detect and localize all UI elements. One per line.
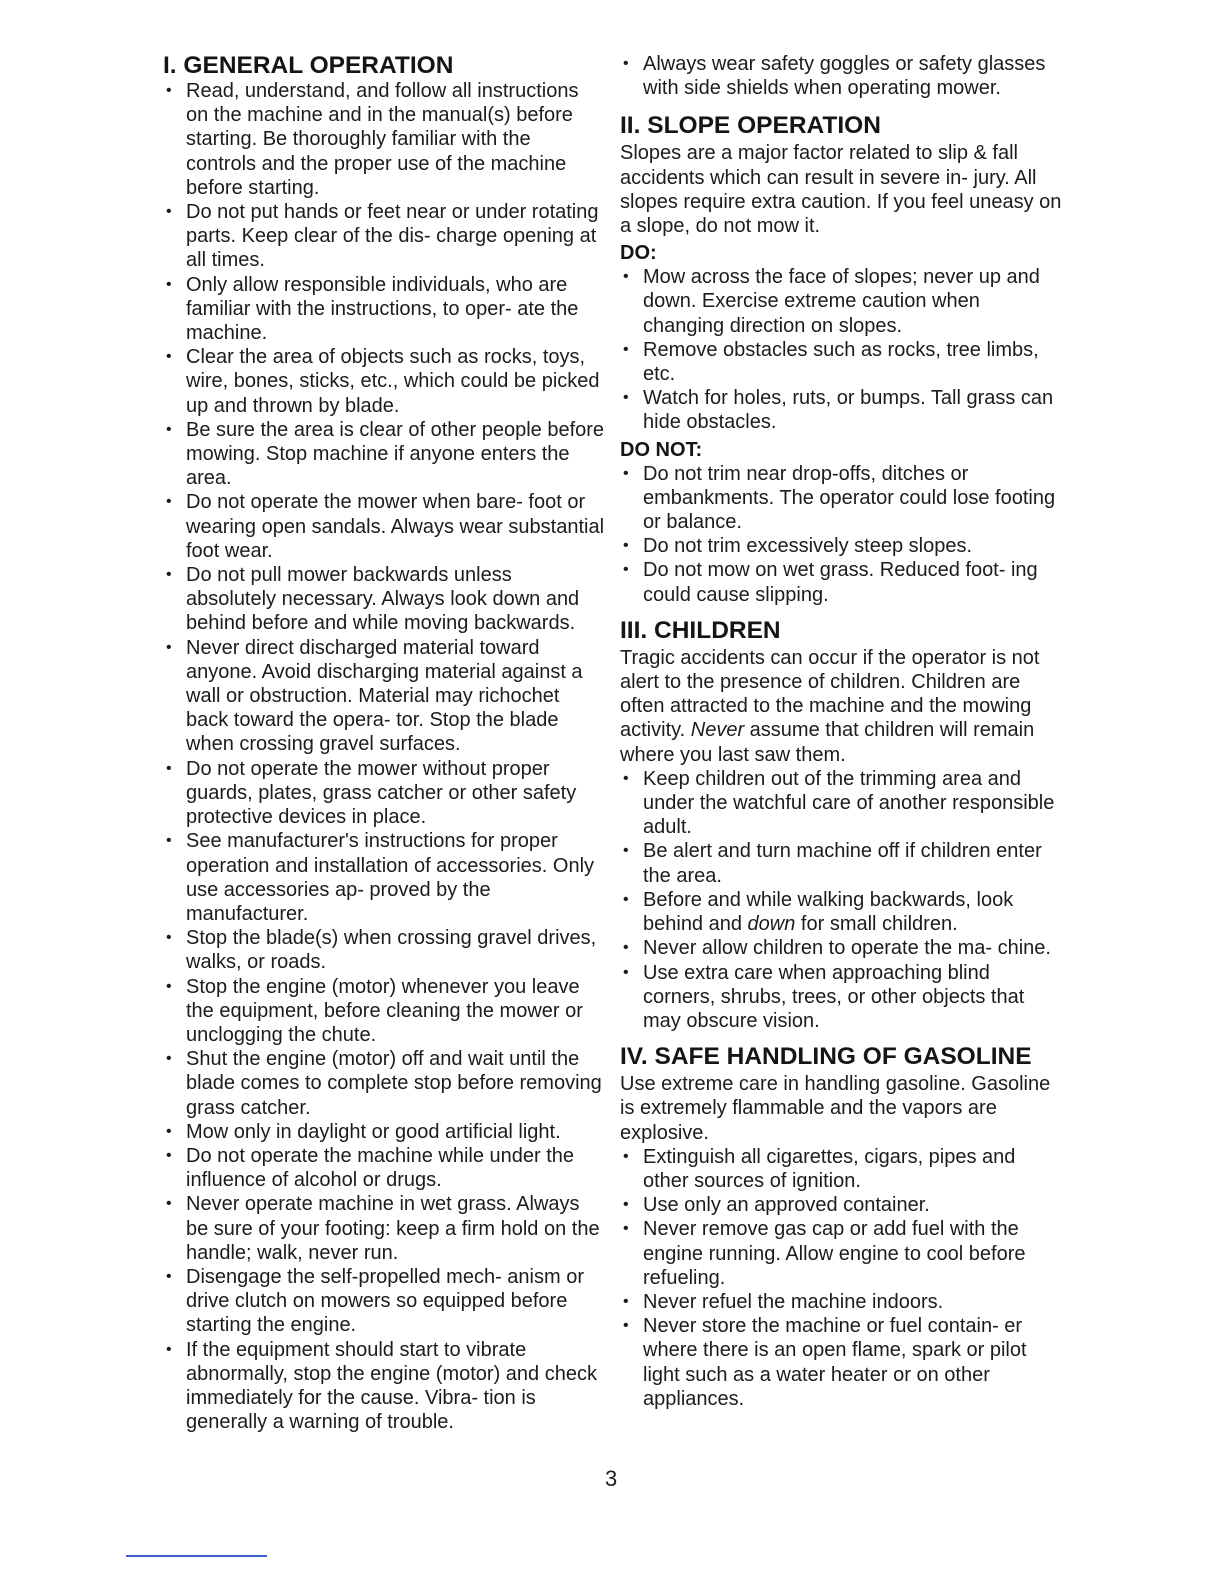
bullet-icon: • (166, 420, 172, 438)
right-column (620, 52, 1062, 1411)
list-item: • Shut the engine (motor) off and wait until the blade comes to complete stop before removing grass catcher. (166, 1048, 602, 1119)
list-item: • Mow only in daylight or good artificial light. (166, 1120, 561, 1143)
bullet-icon: • (623, 963, 629, 981)
bullet-icon: • (623, 890, 629, 908)
bullet-icon: • (166, 832, 172, 850)
bullet-icon: • (166, 759, 172, 777)
list-item: • Do not trim excessively steep slopes. (623, 535, 973, 558)
list-item: • Watch for holes, ruts, or bumps. Tall grass can hide obstacles. (623, 387, 1054, 434)
bullet-icon: • (623, 1196, 629, 1214)
bullet-icon: • (166, 566, 172, 584)
do-not-label: DO NOT: (620, 438, 703, 461)
list-item: • If the equipment should start to vibrate abnormally, stop the engine (motor) and check immediately for the cause. Vibra- tion is generally a warning of trouble. (166, 1338, 597, 1434)
list-item: • Do not trim near drop-offs, ditches or embankments. The operator could lose footing or balance. (623, 462, 1056, 534)
gasoline-list (620, 1145, 1062, 1411)
list-item: • Do not operate the mower when bare- foot or wearing open sandals. Always wear substantial foot wear. (166, 491, 605, 562)
list-item: • Never allow children to operate the ma- chine. (623, 937, 1051, 960)
list-item: • Remove obstacles such as rocks, tree limbs, etc. (623, 338, 1039, 386)
list-item: • Do not operate the machine while under the influence of alcohol or drugs. (166, 1144, 575, 1192)
bullet-icon: • (623, 1317, 629, 1335)
list-item: • Never refuel the machine indoors. (623, 1290, 944, 1313)
bullet-icon: • (623, 268, 629, 286)
list-item: • Disengage the self-propelled mech- anism or drive clutch on mowers so equipped before starting the engine. (166, 1265, 584, 1337)
bullet-icon: • (166, 348, 172, 366)
gasoline-heading: IV. SAFE HANDLING OF GASOLINE (620, 1043, 1032, 1071)
general-operation-list (163, 79, 605, 1434)
list-item: • Use only an approved container. (623, 1194, 930, 1217)
bullet-icon: • (623, 340, 629, 358)
list-item: • Never store the machine or fuel contain- er where there is an open flame, spark or pilot light such as a water heater or on other appliances. (623, 1315, 1027, 1410)
bullet-icon: • (623, 537, 629, 555)
list-item: • Only allow responsible individuals, who are familiar with the instructions, to oper- ate the machine. (166, 273, 579, 345)
list-item: • Keep children out of the trimming area and under the watchful care of another responsible adult. (623, 767, 1055, 839)
do-label: DO: (620, 242, 657, 265)
bullet-icon: • (166, 977, 172, 995)
children-intro: Tragic accidents can occur if the operator is not alert to the presence of children. Children are often attracted to the machine and the mowing activity. Never assume that children will remain where you last saw them. (620, 646, 1040, 766)
bullet-icon: • (623, 1220, 629, 1238)
list-item: • Mow across the face of slopes; never up and down. Exercise extreme caution when changing direction on slopes. (623, 266, 1040, 337)
bullet-icon: • (623, 769, 629, 787)
slope-do-list (620, 265, 1062, 434)
page-number: 3 (605, 1466, 618, 1491)
bullet-icon: • (623, 561, 629, 579)
bullet-icon: • (623, 939, 629, 957)
list-item: • Never remove gas cap or add fuel with the engine running. Allow engine to cool before refueling. (623, 1218, 1026, 1289)
bullet-icon: • (166, 82, 172, 99)
list-item: • Use extra care when approaching blind corners, shrubs, trees, or other objects that may obscure vision. (623, 961, 1025, 1032)
gasoline-intro: Use extreme care in handling gasoline. Gasoline is extremely flammable and the vapors are explosive. (620, 1073, 1051, 1144)
bullet-icon: • (166, 929, 172, 947)
list-item: • Never direct discharged material toward anyone. Avoid discharging material against a wall or obstruction. Material may richochet back toward the opera- tor. Stop the blade when crossing gravel surfaces. (166, 636, 583, 756)
list-item: • Extinguish all cigarettes, cigars, pipes and other sources of ignition. (623, 1145, 1016, 1192)
list-item: • Always wear safety goggles or safety glasses with side shields when operating mower. (623, 53, 1046, 100)
bullet-icon: • (623, 842, 629, 860)
list-item: • Be sure the area is clear of other people before mowing. Stop machine if anyone enters the area. (166, 418, 605, 490)
bullet-icon: • (623, 55, 629, 72)
bullet-icon: • (166, 1050, 172, 1068)
bullet-icon: • (166, 1267, 172, 1285)
children-list (620, 767, 1062, 1033)
list-item: • Never operate machine in wet grass. Always be sure of your footing: keep a firm hold on the handle; walk, never run. (166, 1193, 600, 1264)
list-item: • Before and while walking backwards, look behind and down for small children. (623, 888, 1014, 936)
left-column (163, 52, 605, 1434)
bullet-icon: • (623, 1292, 629, 1310)
bullet-icon: • (166, 203, 172, 221)
bullet-icon: • (623, 1147, 629, 1165)
bullet-icon: • (166, 638, 172, 656)
bullet-icon: • (166, 493, 172, 511)
general-operation-continued-list (620, 52, 1062, 100)
bullet-icon: • (166, 1146, 172, 1164)
bullet-icon: • (166, 275, 172, 293)
list-item: • Do not pull mower backwards unless absolutely necessary. Always look down and behind before and while moving backwards. (166, 564, 580, 635)
bullet-icon: • (166, 1122, 172, 1140)
list-item: • See manufacturer's instructions for proper operation and installation of accessories. Only use accessories ap- proved by the manufacturer. (166, 830, 595, 925)
list-item: • Be alert and turn machine off if children enter the area. (623, 840, 1042, 887)
list-item: • Stop the blade(s) when crossing gravel drives, walks, or roads. (166, 927, 597, 974)
bullet-icon: • (166, 1195, 172, 1213)
slope-intro: Slopes are a major factor related to slip & fall accidents which can result in severe in- jury. All slopes require extra caution. If you feel uneasy on a slope, do not mow it. (620, 142, 1062, 238)
bullet-icon: • (166, 1340, 172, 1358)
children-heading: III. CHILDREN (620, 616, 781, 644)
list-item: • Read, understand, and follow all instructions on the machine and in the manual(s) before starting. Be thoroughly familiar with the controls and the proper use of the machine before starting. (166, 80, 579, 199)
list-item: • Do not put hands or feet near or under rotating parts. Keep clear of the dis- charge opening at all times. (166, 201, 599, 272)
general-operation-heading: I. GENERAL OPERATION (163, 52, 454, 79)
slope-operation-heading: II. SLOPE OPERATION (620, 112, 881, 140)
bottom-divider (126, 1555, 267, 1557)
bullet-icon: • (623, 464, 629, 482)
list-item: • Do not mow on wet grass. Reduced foot- ing could cause slipping. (623, 559, 1038, 606)
bullet-icon: • (623, 389, 629, 407)
list-item: • Stop the engine (motor) whenever you leave the equipment, before cleaning the mower or unclogging the chute. (166, 975, 583, 1046)
list-item: • Clear the area of objects such as rocks, toys, wire, bones, sticks, etc., which could be picked up and thrown by blade. (166, 346, 600, 417)
list-item: • Do not operate the mower without proper guards, plates, grass catcher or other safety protective devices in place. (166, 757, 577, 829)
slope-do-not-list (620, 462, 1062, 607)
